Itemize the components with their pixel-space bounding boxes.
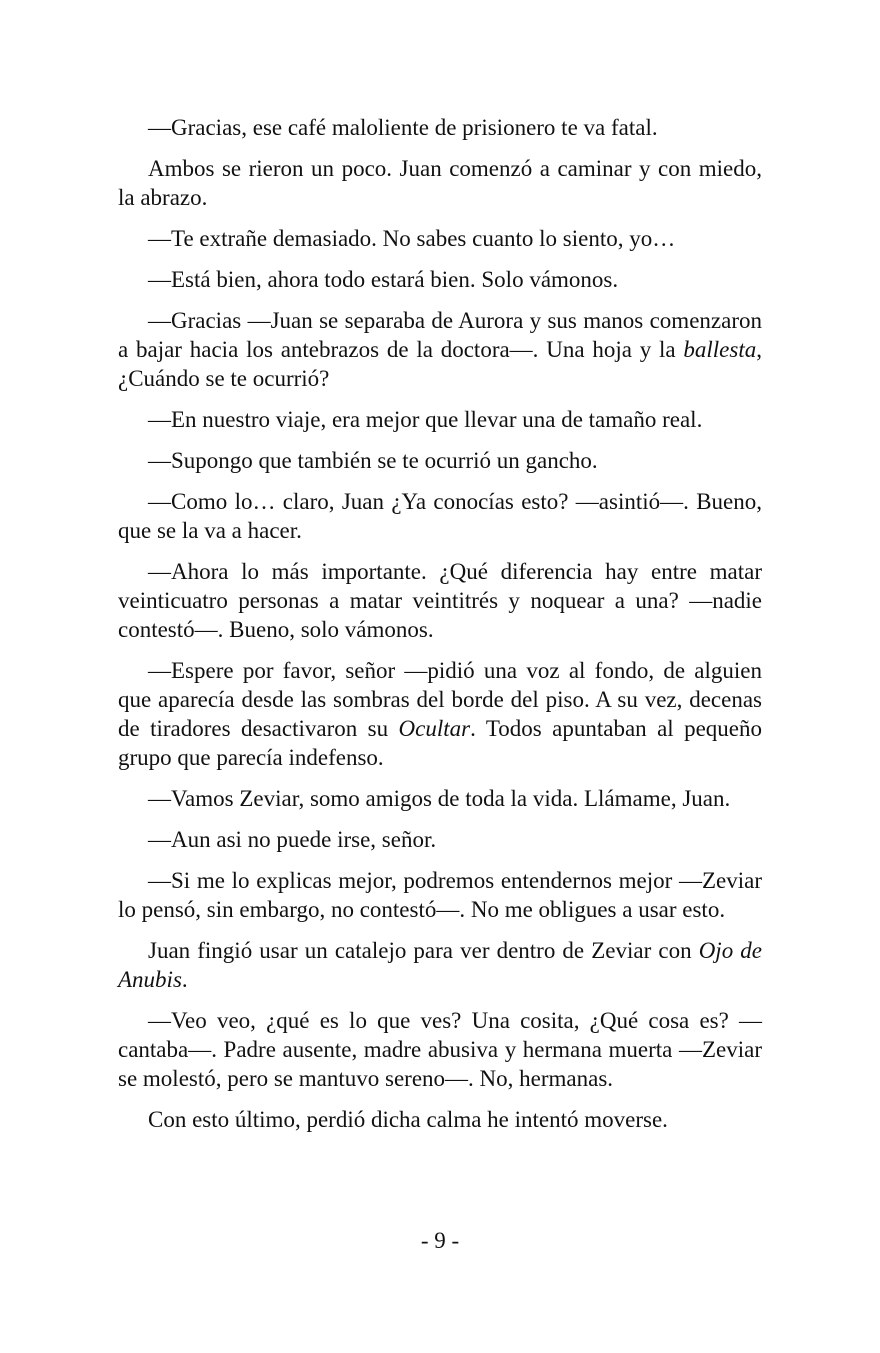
paragraph-16: Con esto último, perdió dicha calma he intentó moverse. — [148, 1107, 668, 1132]
paragraph-15: —Veo veo, ¿qué es lo que ves? Una cosita, ¿Qué cosa es? —cantaba—. Padre ausente, madre abusiva y hermana muerta —Zeviar se molestó, pero se mantuvo sereno—. No, hermanas. — [118, 1008, 762, 1091]
page-number: - 9 - — [420, 1228, 460, 1253]
paragraph-2: Ambos se rieron un poco. Juan comenzó a caminar y con miedo, la abrazo. — [118, 156, 762, 210]
paragraph-7: —Supongo que también se te ocurrió un gancho. — [148, 448, 598, 473]
paragraph-4: —Está bien, ahora todo estará bien. Solo vámonos. — [148, 267, 619, 292]
paragraph-13: —Si me lo explicas mejor, podremos entendernos mejor —Zeviar lo pensó, sin embargo, no contestó—. No me obligues a usar esto. — [118, 868, 762, 922]
paragraph-1: —Gracias, ese café maloliente de prisionero te va fatal. — [148, 115, 658, 140]
paragraph-12: —Aun asi no puede irse, señor. — [148, 827, 437, 852]
paragraph-9: —Ahora lo más importante. ¿Qué diferencia hay entre matar veinticuatro personas a matar veintitrés y noquear a una? —nadie contestó—. Bueno, solo vámonos. — [118, 559, 762, 642]
paragraph-11: —Vamos Zeviar, somo amigos de toda la vida. Llámame, Juan. — [148, 786, 731, 811]
page-body — [118, 113, 762, 1146]
paragraph-6: —En nuestro viaje, era mejor que llevar una de tamaño real. — [148, 407, 703, 432]
paragraph-14: Juan fingió usar un catalejo para ver dentro de Zeviar con Ojo de Anubis. — [118, 938, 762, 992]
paragraph-8: —Como lo… claro, Juan ¿Ya conocías esto? —asintió—. Bueno, que se la va a hacer. — [118, 489, 762, 543]
paragraph-5: —Gracias —Juan se separaba de Aurora y sus manos comenzaron a bajar hacia los antebrazos de la doctora—. Una hoja y la ballesta, ¿Cuándo se te ocurrió? — [118, 308, 762, 391]
paragraph-10: —Espere por favor, señor —pidió una voz al fondo, de alguien que aparecía desde las sombras del borde del piso. A su vez, decenas de tiradores desactivaron su Ocultar. Todos apuntaban al pequeño grupo que parecía indefenso. — [118, 658, 762, 770]
paragraph-3: —Te extrañe demasiado. No sabes cuanto lo siento, yo… — [148, 226, 676, 251]
